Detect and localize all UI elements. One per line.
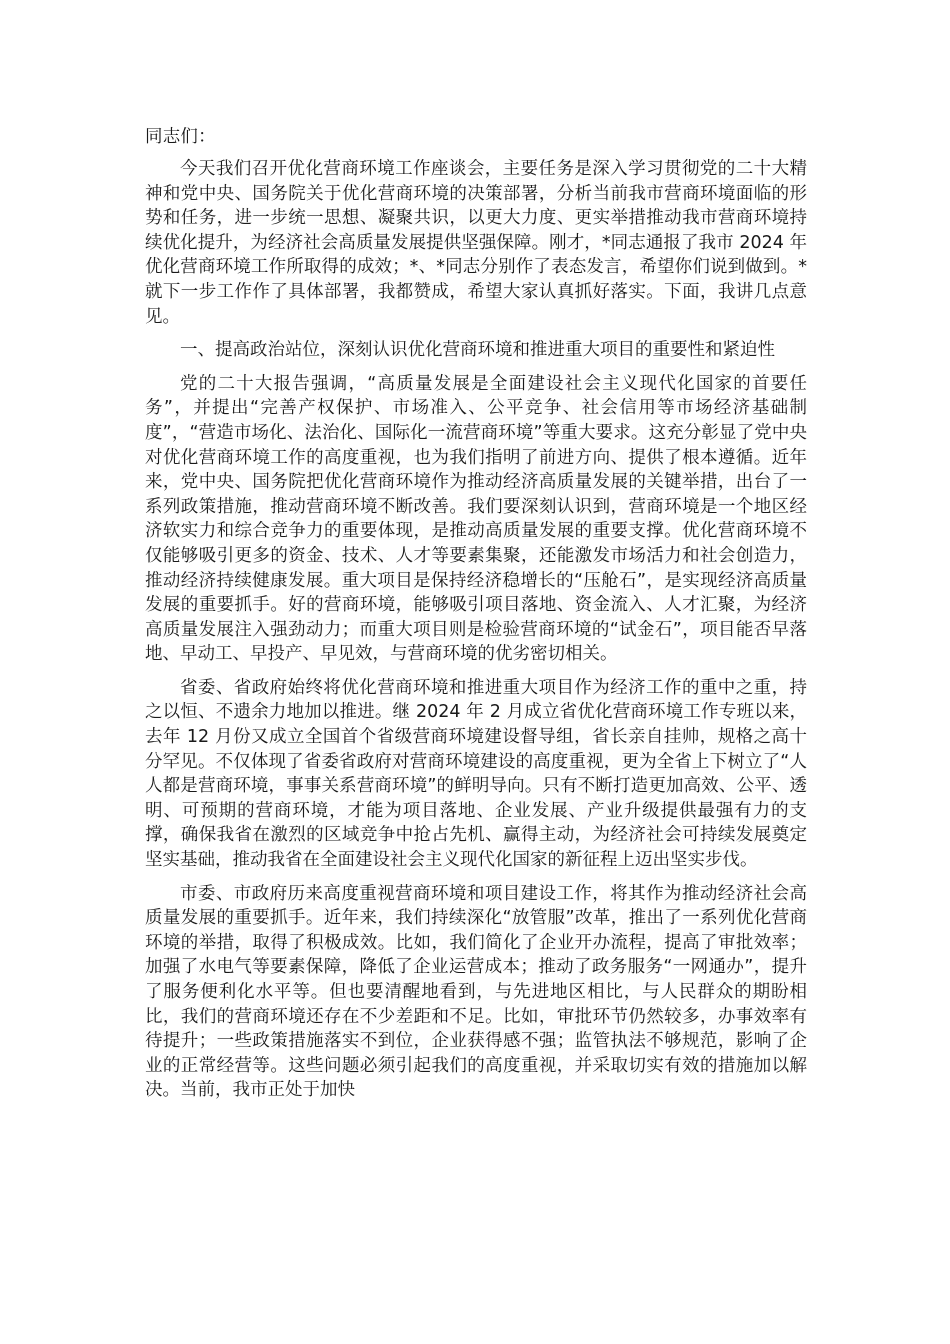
- paragraph-party-report: 党的二十大报告强调，“高质量发展是全面建设社会主义现代化国家的首要任务”，并提出“完善产权保护、市场准入、公平竞争、社会信用等市场经济基础制度”，“营造市场化、法治化、国际化一流营商环境”等重大要求。这充分彰显了党中央对优化营商环境工作的高度重视，也为我们指明了前进方向、提供了根本遵循。近年来，党中央、国务院把优化营商环境作为推动经济高质量发展的关键举措，出台了一系列政策措施，推动营商环境不断改善。我们要深刻认识到，营商环境是一个地区经济软实力和综合竞争力的重要体现，是推动高质量发展的重要支撑。优化营商环境不仅能够吸引更多的资金、技术、人才等要素集聚，还能激发市场活力和社会创造力，推动经济持续健康发展。重大项目是保持经济稳增长的“压舱石”，是实现经济高质量发展的重要抓手。好的营商环境，能够吸引项目落地、资金流入、人才汇聚，为经济高质量发展注入强劲动力；而重大项目则是检验营商环境的“试金石”，项目能否早落地、早动工、早投产、早见效，与营商环境的优劣密切相关。: [145, 373, 807, 665]
- salutation: 同志们：: [145, 127, 216, 147]
- paragraph-province: 省委、省政府始终将优化营商环境和推进重大项目作为经济工作的重中之重，持之以恒、不遗余力地加以推进。继 2024 年 2 月成立省优化营商环境工作专班以来，去年 12 月份又成立全国首个省级营商环境建设督导组，省长亲自挂帅，规格之高十分罕见。不仅体现了省委省政府对营商环境建设的高度重视，更为全省上下树立了“人人都是营商环境，事事关系营商环境”的鲜明导向。只有不断打造更加高效、公平、透明、可预期的营商环境，才能为项目落地、企业发展、产业升级提供最强有力的支撑，确保我省在激烈的区域竞争中抢占先机、赢得主动，为经济社会可持续发展奠定坚实基础，推动我省在全面建设社会主义现代化国家的新征程上迈出坚实步伐。: [145, 677, 807, 871]
- paragraph-intro: 今天我们召开优化营商环境工作座谈会，主要任务是深入学习贯彻党的二十大精神和党中央、国务院关于优化营商环境的决策部署，分析当前我市营商环境面临的形势和任务，进一步统一思想、凝聚共识，以更大力度、更实举措推动我市营商环境持续优化提升，为经济社会高质量发展提供坚强保障。刚才，*同志通报了我市 2024 年优化营商环境工作所取得的成效；*、*同志分别作了表态发言，希望你们说到做到。*就下一步工作作了具体部署，我都赞成，希望大家认真抓好落实。下面，我讲几点意见。: [145, 159, 807, 327]
- paragraph-city: 市委、市政府历来高度重视营商环境和项目建设工作，将其作为推动经济社会高质量发展的重要抓手。近年来，我们持续深化“放管服”改革，推出了一系列优化营商环境的举措，取得了积极成效。比如，我们简化了企业开办流程，提高了审批效率；加强了水电气等要素保障，降低了企业运营成本；推动了政务服务“一网通办”，提升了服务便利化水平等。但也要清醒地看到，与先进地区相比，与人民群众的期盼相比，我们的营商环境还存在不少差距和不足。比如，审批环节仍然较多，办事效率有待提升；一些政策措施落实不到位，企业获得感不强；监管执法不够规范，影响了企业的正常经营等。这些问题必须引起我们的高度重视，并采取切实有效的措施加以解决。当前，我市正处于加快: [145, 883, 807, 1101]
- section-heading-1: 一、提高政治站位，深刻认识优化营商环境和推进重大项目的重要性和紧迫性: [180, 340, 775, 361]
- document-page: [145, 122, 807, 1112]
